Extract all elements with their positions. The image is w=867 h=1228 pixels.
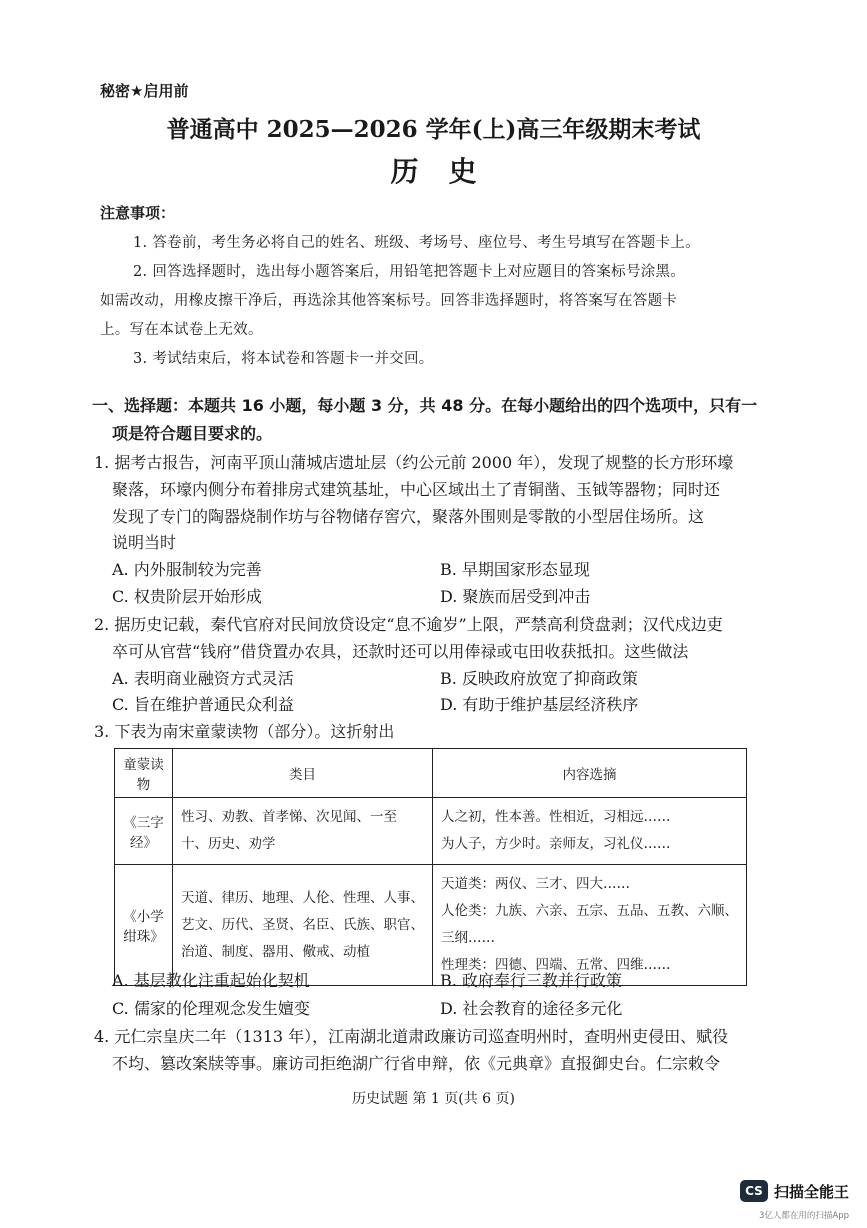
table-cell-content	[433, 798, 747, 865]
cell-line: 性习、劝教、首孝悌、次见闻、一至	[181, 809, 397, 825]
cell-line: 天道类：两仪、三才、四大……	[441, 876, 630, 892]
q1-stem-line: 发现了专门的陶器烧制作坊与谷物储存窖穴，聚落外围则是零散的小型居住场所。这	[112, 507, 705, 526]
q1-stem-line: 说明当时	[112, 533, 177, 552]
q3-option-c[interactable]: C. 儒家的伦理观念发生嬗变	[112, 999, 310, 1018]
q1-stem-line: 聚落，环壕内侧分布着排房式建筑基址，中心区域出土了青铜凿、玉钺等器物；同时还	[112, 480, 721, 499]
notice-line: 3. 考试结束后，将本试卷和答题卡一并交回。	[133, 351, 434, 367]
q3-option-a[interactable]: A. 基层教化注重起始化契机	[112, 971, 310, 990]
watermark-tagline: 3亿人都在用的扫描App	[758, 1211, 849, 1221]
q2-stem-line: 2. 据历史记载，秦代官府对民间放贷设定“息不逾岁”上限，严禁高利贷盘剥；汉代戍边吏	[94, 615, 723, 634]
q3-table	[114, 748, 747, 986]
q3-option-b[interactable]: B. 政府奉行三教并行政策	[440, 971, 622, 990]
cell-line: 人之初，性本善。性相近，习相远……	[441, 809, 671, 825]
table-cell-categories	[173, 798, 433, 865]
section-heading: 一、选择题：本题共 16 小题，每小题 3 分，共 48 分。在每小题给出的四个选项中，只有一	[92, 396, 758, 415]
watermark-name: 扫描全能王	[773, 1182, 849, 1201]
table-header-cell: 类目	[173, 749, 433, 798]
cell-line: 治道、制度、器用、儆戒、动植	[181, 943, 370, 960]
q3-option-d[interactable]: D. 社会教育的途径多元化	[440, 999, 623, 1018]
scanner-watermark	[740, 1180, 849, 1202]
q3-stem: 3. 下表为南宋童蒙读物（部分）。这折射出	[94, 722, 395, 741]
table-header-cell: 童蒙读物	[115, 749, 173, 798]
q1-stem-line: 1. 据考古报告，河南平顶山蒲城店遗址层（约公元前 2000 年），发现了规整的长方形环壕	[94, 453, 734, 472]
q1-option-c[interactable]: C. 权贵阶层开始形成	[112, 587, 262, 606]
notice-line: 1. 答卷前，考生务必将自己的姓名、班级、考场号、座位号、考生号填写在答题卡上。	[133, 235, 700, 251]
q1-option-d[interactable]: D. 聚族而居受到冲击	[440, 587, 591, 606]
table-header-cell: 内容选摘	[433, 749, 747, 798]
cell-line: 艺文、历代、圣贤、名臣、氏族、职官、	[181, 916, 424, 933]
page-footer: 历史试题 第 1 页(共 6 页)	[352, 1091, 515, 1107]
confidential-mark: 秘密★启用前	[100, 82, 189, 100]
table-row	[115, 798, 747, 865]
cell-line: 为人子，方少时。亲师友，习礼仪……	[441, 836, 671, 852]
q4-stem-line: 不均、篡改案牍等事。廉访司拒绝湖广行省申辩，依《元典章》直报御史台。仁宗敕令	[112, 1054, 721, 1073]
table-cell-book: 《三字经》	[115, 798, 173, 865]
subject-title: 历史	[390, 155, 507, 188]
table-header-row	[115, 749, 747, 798]
notice-heading: 注意事项：	[100, 204, 176, 222]
q2-option-c[interactable]: C. 旨在维护普通民众利益	[112, 695, 294, 714]
section-heading-cont: 项是符合题目要求的。	[112, 424, 273, 443]
notice-line: 上。写在本试卷上无效。	[100, 322, 263, 338]
q4-stem-line: 4. 元仁宗皇庆二年（1313 年），江南湖北道肃政廉访司巡查明州时，查明州吏侵田、赋役	[94, 1027, 729, 1046]
cell-line: 性理类：四德、四端、五常、四维……	[441, 957, 671, 973]
table-cell-book: 《小学绀珠》	[115, 865, 173, 986]
q2-option-b[interactable]: B. 反映政府放宽了抑商政策	[440, 669, 638, 688]
q1-option-b[interactable]: B. 早期国家形态显现	[440, 560, 590, 579]
exam-title: 普通高中 2025—2026 学年(上)高三年级期末考试	[166, 116, 701, 143]
notice-line: 如需改动，用橡皮擦干净后，再选涂其他答案标号。回答非选择题时，将答案写在答题卡	[100, 293, 678, 309]
q2-option-d[interactable]: D. 有助于维护基层经济秩序	[440, 695, 639, 714]
notice-line: 2. 回答选择题时，选出每小题答案后，用铅笔把答题卡上对应题目的答案标号涂黑。	[133, 264, 686, 280]
cell-line: 天道、律历、地理、人伦、性理、人事、	[181, 889, 424, 906]
q2-option-a[interactable]: A. 表明商业融资方式灵活	[112, 669, 294, 688]
cell-line: 三纲……	[441, 930, 495, 946]
cell-line: 人伦类：九族、六亲、五宗、五品、五教、六顺、	[441, 903, 738, 919]
camscanner-logo-icon: CS	[740, 1180, 768, 1202]
q2-stem-line: 卒可从官营“钱府”借贷置办农具，还款时还可以用俸禄或屯田收获抵扣。这些做法	[112, 642, 689, 661]
q1-option-a[interactable]: A. 内外服制较为完善	[112, 560, 262, 579]
cell-line: 十、历史、劝学	[181, 836, 276, 852]
